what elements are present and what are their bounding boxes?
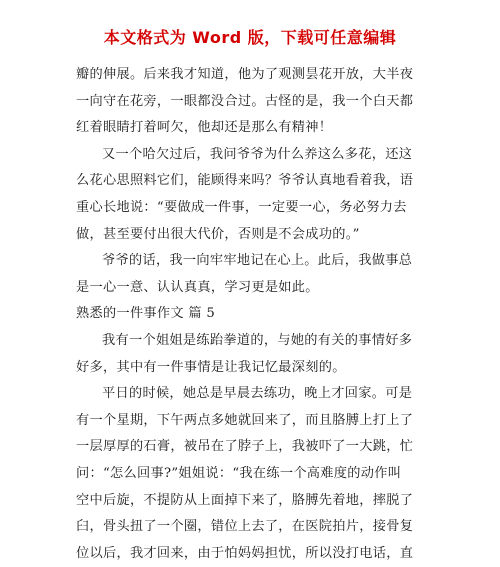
body-line: 位以后，我才回来，由于怕妈妈担忧，所以没打电话，直 (76, 545, 414, 561)
download-banner: 本文格式为 Word 版，下载可任意编辑 (103, 28, 397, 47)
body-line: 做，甚至要付出很大代价，否则是不会成功的。” (76, 226, 360, 242)
body-line: 瓣的伸展。后来我才知道，他为了观测昙花开放，大半夜 (76, 67, 414, 82)
body-line: 我有一个姐姐是练跆拳道的，与她的有关的事情好多 (102, 332, 413, 348)
body-line: 爷爷的话，我一向牢牢地记在心上。此后，我做事总 (102, 253, 413, 269)
body-line: 熟悉的一件事作文 篇 5 (76, 306, 216, 322)
body-line: 重心长地说：“要做成一件事，一定要一心，务必努力去 (76, 199, 407, 215)
body-line: 平日的时候，她总是早晨去练功，晚上才回家。可是 (102, 386, 413, 402)
document-body (76, 62, 436, 567)
body-line: 一向守在花旁，一眼都没合过。古怪的是，我一个白天都 (76, 93, 414, 109)
body-line: 又一个哈欠过后，我问爷爷为什么养这么多花，还这 (102, 146, 413, 162)
body-line: 一层厚厚的石膏，被吊在了脖子上，我被吓了一大跳，忙 (76, 439, 414, 455)
body-line: 空中后旋，不提防从上面掉下来了，胳膊先着地，摔脱了 (76, 492, 414, 508)
body-line: 红着眼睛打着呵欠，他却还是那么有精神！ (76, 120, 333, 136)
body-line: 是一心一意、认认真真，学习更是如此。 (76, 279, 319, 295)
body-line: 问：“怎么回事?”姐姐说：“我在练一个高难度的动作叫 (76, 465, 402, 481)
body-line: 有一个星期，下午两点多她就回来了，而且胳膊上打上了 (76, 412, 414, 428)
body-line: 臼，骨头扭了一个圈，错位上去了，在医院拍片，接骨复 (76, 519, 414, 535)
body-line: 么花心思照料它们，能顾得来吗？爷爷认真地看着我，语 (76, 173, 414, 189)
body-line: 好多，其中有一件事情是让我记忆最深刻的。 (76, 359, 346, 375)
